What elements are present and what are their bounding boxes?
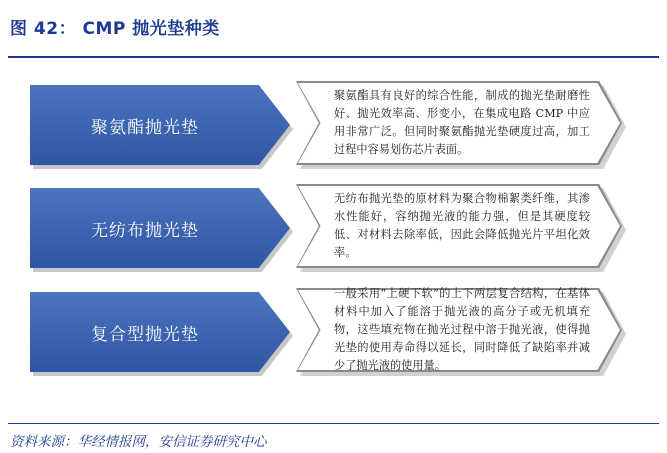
type-description: 聚氨酯具有良好的综合性能，制成的抛光垫耐磨性好、抛光效率高、形变小，在集成电路 CMP 中应用非常广泛。但同时聚氨酯抛光垫硬度过高，加工过程中容易划伤芯片表面。 [334,89,590,156]
pad-type-row-nonwoven [22,183,662,273]
figure-title: 图 42： CMP 抛光垫种类 [10,19,220,39]
type-description: 一般采用“上硬下软”的上下两层复合结构，在基体材料中加入了能溶于抛光液的高分子或无机填充物，这些填充物在抛光过程中溶于抛光液，使得抛光垫的使用寿命得以延长，同时降低了缺陷率并减少了抛光液的使用量。 [334,287,590,372]
type-label: 聚氨酯抛光垫 [91,117,199,138]
pad-type-row-polyurethane [22,80,662,170]
type-label: 复合型抛光垫 [91,324,199,345]
title-divider [8,56,659,58]
footer-divider [8,423,659,424]
type-label: 无纺布抛光垫 [91,220,199,241]
type-description: 无纺布抛光垫的原材料为聚合物棉絮类纤维，其渗水性能好，容纳抛光液的能力强，但是其硬度较低、对材料去除率低，因此会降低抛光片平坦化效率。 [334,192,590,259]
pad-type-row-composite [22,287,662,377]
source-note: 资料来源：华经情报网，安信证券研究中心 [10,434,267,450]
